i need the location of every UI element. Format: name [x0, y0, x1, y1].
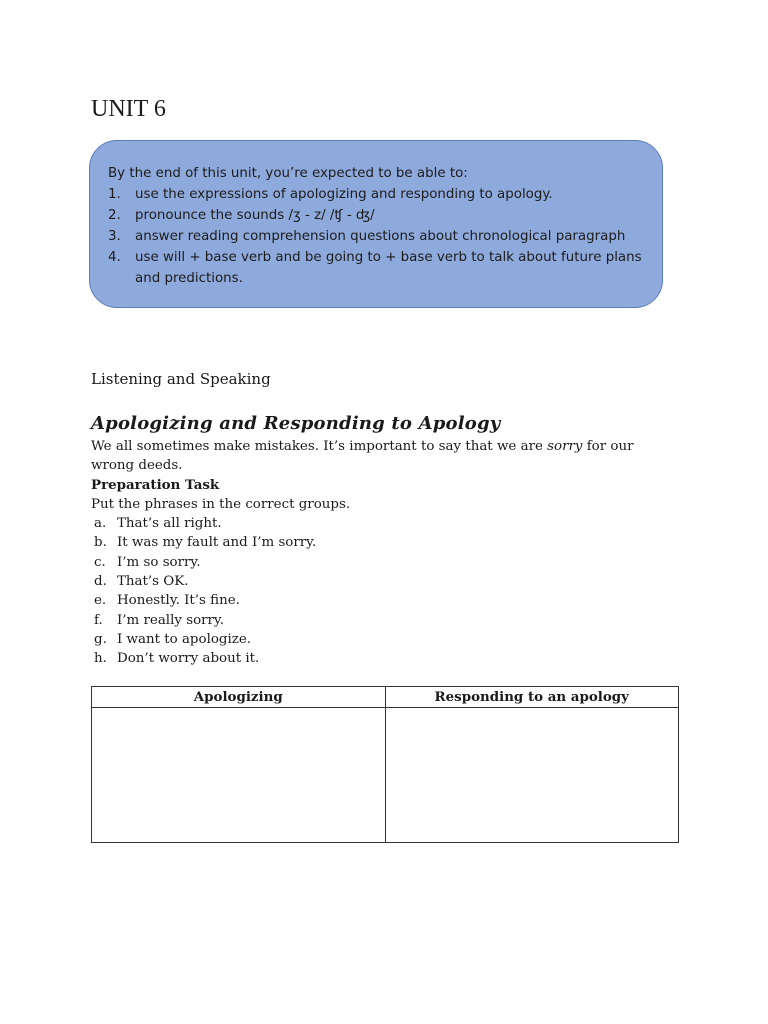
- preparation-instruction: Put the phrases in the correct groups.: [91, 496, 351, 512]
- objectives-list: [108, 184, 642, 289]
- objective-text: answer reading comprehension questions about chronological paragraph: [135, 229, 626, 244]
- objective-number: 3.: [108, 229, 121, 244]
- phrase-text: I want to apologize.: [117, 631, 252, 647]
- phrase-item: [94, 572, 676, 591]
- phrase-letter: d.: [94, 574, 107, 590]
- learning-objectives-box: [89, 140, 663, 308]
- phrase-letter: a.: [94, 516, 107, 532]
- phrase-letter: b.: [94, 535, 107, 551]
- phrase-text: That’s all right.: [117, 516, 222, 532]
- phrase-letter: g.: [94, 631, 107, 647]
- objective-text: pronounce the sounds /ʒ - z/ /ʧ - ʤ/: [135, 208, 375, 223]
- phrase-item: [94, 649, 676, 668]
- phrase-text: I’m so sorry.: [117, 554, 201, 570]
- phrase-item: [94, 514, 676, 533]
- responding-answer-cell[interactable]: [385, 708, 679, 843]
- preparation-task-title: Preparation Task: [91, 476, 220, 493]
- table-answer-row: [92, 708, 679, 843]
- phrase-letter: e.: [94, 593, 107, 609]
- phrase-item: [94, 533, 676, 552]
- column-header-apologizing: Apologizing: [92, 687, 386, 708]
- objective-number: 2.: [108, 208, 121, 223]
- objective-text: use the expressions of apologizing and responding to apology.: [135, 187, 553, 202]
- intro-text-before: We all sometimes make mistakes. It’s important to say that we are: [91, 439, 548, 454]
- phrase-letter: f.: [94, 612, 103, 628]
- objective-text: use will + base verb and be going to + base verb to talk about future plans and predictions.: [135, 250, 642, 286]
- objectives-intro: By the end of this unit, you’re expected to be able to:: [108, 166, 468, 181]
- objective-item: [108, 205, 642, 226]
- intro-text-after: for our wrong deeds.: [91, 439, 634, 474]
- phrase-item: [94, 630, 676, 649]
- phrase-text: It was my fault and I’m sorry.: [117, 535, 317, 551]
- phrase-letter: c.: [94, 554, 106, 570]
- objective-number: 4.: [108, 250, 121, 265]
- objective-number: 1.: [108, 187, 121, 202]
- objective-item: [108, 184, 642, 205]
- apologizing-answer-cell[interactable]: [92, 708, 386, 843]
- section-heading: Listening and Speaking: [91, 370, 271, 388]
- phrase-grouping-table: [91, 686, 679, 843]
- topic-title: Apologizing and Responding to Apology: [91, 413, 501, 434]
- objective-item: [108, 226, 642, 247]
- intro-paragraph: [91, 437, 676, 476]
- phrase-text: Don’t worry about it.: [117, 651, 260, 667]
- phrase-item: [94, 591, 676, 610]
- phrase-text: Honestly. It’s fine.: [117, 593, 240, 609]
- phrase-list: [91, 514, 676, 668]
- table-header-row: [92, 687, 679, 708]
- column-header-responding: Responding to an apology: [385, 687, 679, 708]
- unit-title: UNIT 6: [91, 96, 166, 122]
- phrase-item: [94, 553, 676, 572]
- phrase-text: I’m really sorry.: [117, 612, 224, 628]
- lesson-body: [91, 437, 676, 669]
- phrase-letter: h.: [94, 651, 107, 667]
- objective-item: [108, 247, 642, 289]
- phrase-item: [94, 611, 676, 630]
- phrase-text: That’s OK.: [117, 574, 189, 590]
- intro-emphasis: sorry: [547, 439, 583, 454]
